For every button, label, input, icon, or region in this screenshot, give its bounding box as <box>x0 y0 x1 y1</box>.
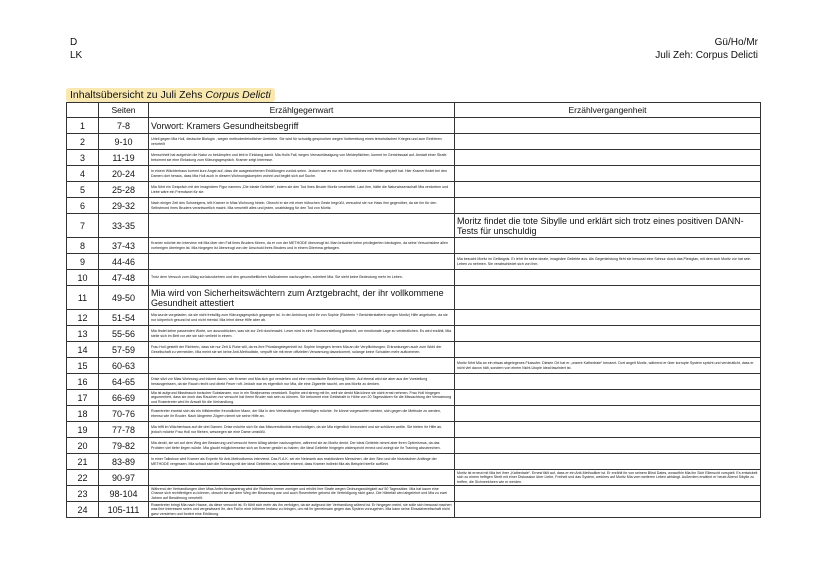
row-pages: 105-111 <box>99 502 149 518</box>
row-pages: 77-78 <box>99 422 149 438</box>
row-present: Mia führt ein Gespräch mit der imaginären Figur namens „Die ideale Geliebte“, indem sie den Tod ihres Bruder Moritz verarbeitet. Laut ihm, hätte die Naturwissenschaft Mia verdorben und Liebe wäre ein Fremdwort für sie. <box>149 182 455 198</box>
title-prefix: Inhaltsübersicht zu Juli Zehs <box>70 89 206 101</box>
row-number: 14 <box>67 342 99 358</box>
header-authors: Gü/Ho/Mr <box>714 37 758 48</box>
row-present: Während der Verhandlungen über Mias Anfechtungsantrag wird die Richterin immer zorniger und erhöht ihre Strafe wegen Ordnungswidrigkeit auf 50 Tagessätze. Mia hat kaum eine Chance sich rechtfertigen zu können, obwohl sie auf dem Weg der Besserung war und auch Rosentreter geloest die Verteidigung nicht ganz. Die Härtefall wird abgelehnt und Mia zu zwei Jahren auf Bewährung verurteilt. <box>149 486 455 502</box>
row-pages: 90-97 <box>99 470 149 486</box>
row-number: 8 <box>67 238 99 254</box>
row-pages: 20-24 <box>99 166 149 182</box>
row-present: Rosentreter erweist sich als ein hilfsbereiter freundlicher Mann, der Mia in den Verhandlungen verteidigen möchte. Ihr könne vorgeworfen werden, sich gegen die Methode zu werden, ebenso wie ihr Bruder. Nach längerem Zögern nimmt sie seine Hilfe an. <box>149 406 455 422</box>
row-past: Moritz ist erneut mit Mia bei ihrer „Kathedrale“. Ernest fällt auf, dass er ein Anti-Methodiker ist. Er erzählt ihr von seinem Blind Dates, woraufhin Mia ihn Sich Ellenucht vorspielt. Es entwickelt sich zu einem heftigen Streit mit einer Diskussion über Liebe, Freiheit und das System, welches auf Moritz Mia vom weiteren Leben abhängt. Außerdem erwähnt er heute Abend Sibylle zu treffen, die Sichneekheen wie er werden. <box>455 470 761 486</box>
row-past <box>455 270 761 286</box>
row-present <box>149 358 455 374</box>
row-past <box>455 374 761 390</box>
row-number: 23 <box>67 486 99 502</box>
row-number: 5 <box>67 182 99 198</box>
table-row <box>67 254 761 270</box>
row-present: Menschheit hat aufgehört die Natur zu bekämpfen und lebt in Einklang damit. Mia Holls Fall, wegen Vernachlässigung von Meldepflichten, kommt im Gerichtssaal auf. Anstatt einer Strafe bekommt sie eine Einladung zum Klärungsgespräch. Kramer zeigt Interesse. <box>149 150 455 166</box>
table-row <box>67 454 761 470</box>
row-number: 9 <box>67 254 99 270</box>
table-row <box>67 118 761 134</box>
row-pages: 51-54 <box>99 310 149 326</box>
header-book: Juli Zeh: Corpus Delicti <box>655 50 758 61</box>
table-row <box>67 182 761 198</box>
row-number: 4 <box>67 166 99 182</box>
header-pages: Seiten <box>99 103 149 118</box>
table-row <box>67 422 761 438</box>
row-pages: 29-32 <box>99 198 149 214</box>
row-pages: 64-65 <box>99 374 149 390</box>
table-row <box>67 134 761 150</box>
row-pages: 7-8 <box>99 118 149 134</box>
row-pages: 37-43 <box>99 238 149 254</box>
row-past <box>455 422 761 438</box>
row-past: Moritz führt Mia an ein etwas abgelegenes Flussufer. Diesen Ort hat er „unsere Kathedrale“ benannt. Dort angelt Moritz, während er über korrupte System spricht und verdeutlicht, dass er nicht viel davon hält, sondern von einem Nicht-Utopie ideal fasziniert ist. <box>455 358 761 374</box>
row-past <box>455 134 761 150</box>
table-row <box>67 214 761 238</box>
row-pages: 70-76 <box>99 406 149 422</box>
row-pages: 66-69 <box>99 390 149 406</box>
header-past: Erzählvergangenheit <box>455 103 761 118</box>
table-row <box>67 238 761 254</box>
row-past <box>455 166 761 182</box>
row-pages: 57-59 <box>99 342 149 358</box>
row-number: 21 <box>67 454 99 470</box>
row-present: Urteil gegen Mia Holl, deutsche Biologin , wegen methodenfeindlicher Umtriebe. Sie wird für schuldig gesprochen wegen Vorbereitung eines terroristischen Krieges und zum Einfrieren verurteilt <box>149 134 455 150</box>
row-pages: 49-50 <box>99 286 149 310</box>
row-pages: 55-56 <box>99 326 149 342</box>
row-number: 13 <box>67 326 99 342</box>
table-row <box>67 150 761 166</box>
row-number: 24 <box>67 502 99 518</box>
row-present: Mia findet keine passenden Worte, um auszudrücken, was sie zur Zeit durchmacht. Leser wird in eine Traumvorstellung gebracht, um emotionale Lage zu verdeutlichen. Es wird erzählt, Mia stelle sich im Bett vor wie sie sich verliebt in einem. <box>149 326 455 342</box>
table-row <box>67 470 761 486</box>
table-row <box>67 198 761 214</box>
table-row <box>67 502 761 518</box>
row-number: 2 <box>67 134 99 150</box>
row-present: Mia trifft im Wächterhaus auf die drei Damen. Drise möchte sich für das Missverständnis entschuldigen, da sie Mia eigentlich bewundert und sie schützen wollte. Sie bieten ihr Hilfe an, jedoch möchte Frau Holl nur fliehen, weswegen sie eine Dame umstößt. <box>149 422 455 438</box>
row-present: Mia wird von Sicherheitswächtern zum Arztgebracht, der ihr vollkommene Gesundheit attestiert <box>149 286 455 310</box>
row-number: 16 <box>67 374 99 390</box>
table-row <box>67 358 761 374</box>
table-row <box>67 270 761 286</box>
row-past: Moritz findet die tote Sibylle und erklärt sich trotz eines positiven DANN-Tests für unschuldig <box>455 214 761 238</box>
row-pages: 33-35 <box>99 214 149 238</box>
row-past <box>455 198 761 214</box>
row-pages: 83-89 <box>99 454 149 470</box>
row-past <box>455 326 761 342</box>
row-present <box>149 470 455 486</box>
row-past <box>455 406 761 422</box>
row-number: 1 <box>67 118 99 134</box>
header-left <box>70 36 82 62</box>
page-title <box>66 88 275 102</box>
table-header-row <box>67 103 761 118</box>
table-row <box>67 326 761 342</box>
row-pages: 98-104 <box>99 486 149 502</box>
table-row <box>67 286 761 310</box>
row-past <box>455 310 761 326</box>
row-past <box>455 502 761 518</box>
row-present: Nach einiger Zeit des Schweigens, tritt Kramer in Mias Wohnung hinein. Obwohl er sie mit einer hübschen Geste begrüßt, versuchst sie nur Hass ihm gegenüber, da sie ihn für den Selbstmord ihres Bruders verantwortlich macht. Mia verurteilt alles und jeden, unabhängig für den Tod von Moritz. <box>149 198 455 214</box>
table-body <box>67 118 761 518</box>
header-right <box>655 36 758 62</box>
row-number: 6 <box>67 198 99 214</box>
row-present: Mia wurde vorgeladen, da sie nicht freiwillig zum Klärungsgespräch gegangen ist. In der Anhörung wird ihr von Sophie (Richterin + Berichterstatterin wegen Moritz) Hilfe angeboten, da sie nur körperlich gesund ist und nicht mental. Mia lehnt diese Hilfe aber ab. <box>149 310 455 326</box>
row-past <box>455 182 761 198</box>
title-book: Corpus Delicti <box>205 89 271 101</box>
row-present: Rosentreter bringt Mia nach Hause, da diese versucht ist. Er fühlt sich mehr als ihn verfolgen, da sie aufgrund der Verhandlung wütend ist. Er hingegen meint, sie solle sich bewusst machen was ihre Interessen seien und vergewissert ihr, den Fall in eine höheren Instanz zu bringen, um mit ihr gemeinsam gegen das System vorzugehen. Mia kann seine Einsatzbereitschaft nicht ganz verstehen und fordert eine Erklärung. <box>149 502 455 518</box>
summary-table <box>66 102 761 518</box>
row-present <box>149 254 455 270</box>
row-past <box>455 486 761 502</box>
row-number: 17 <box>67 390 99 406</box>
row-present: Drise sitzt vor Mias Wohnung und träumt davon, wie Kramer und Mia sich gut verstehen und eine romantische Beziehung führen. Auf einmal wird sie aber aus der Vorstellung herausgerissen, da sie Rauch riecht und direkt Feuer ruft. Jedoch war es eigentlich nur Mia, die eine Zigarette raucht, um ans Moritz zu denken. <box>149 374 455 390</box>
row-past <box>455 454 761 470</box>
row-past: Mia besucht Moritz im Gefängnis. Er lehrt ihr seine ideale, imaginäre Geliebte aus. Als Gegenleistung fleht sie bewusst eine Schnur durch das Plexiglas, mit dem sich Moritz vor hat sein Leben zu nehmen. Sie verabschiedet sich von ihm. <box>455 254 761 270</box>
row-present: Mia denkt, sie sei auf dem Weg der Besserung und versucht ihrem Alltag wieder nachzugehen, während sie an Moritz denkt. Der ideal Geliebte nimmt aber ihren Optimismus, da das Problem viel tiefer liegen würde. Mia glaubt möglicherweise sich an Kramer gestört zu haben; die ideal Geliebte hingegen widerspricht erneut und zwingt sie ihr Training abzubrechen. <box>149 438 455 454</box>
row-number: 3 <box>67 150 99 166</box>
row-present: Vorwort: Kramers Gesundheitsbegriff <box>149 118 455 134</box>
row-number: 20 <box>67 438 99 454</box>
header-course: LK <box>70 50 83 61</box>
row-past <box>455 342 761 358</box>
row-present <box>149 214 455 238</box>
row-pages: 47-48 <box>99 270 149 286</box>
row-number: 10 <box>67 270 99 286</box>
row-number: 11 <box>67 286 99 310</box>
row-present: Trotz dem Versuch zum Alltag zurückzukehren und den gesundheitlichen Maßnahmen nachzugehen, scheitert Mia. Sie sieht keine Bedeutung mehr im Leben. <box>149 270 455 286</box>
row-present: Mia ist aufgrund Missbrauch toxischer Substanzen, nun in ein Strafprozess verwickelt. Sophie wird streng mit ihr, weil sie denkt Mia könne sie nicht ernst nehmen. Frau Holl hingegen argumentiert, dass sie doch das Rauchen nur versucht hat ihrem Bruder nah sein zu können. Sie bekommt eine Geldstrafe in Höhe von 20 Tagessätzen für die Missachtung der Verwarnung und Rosentreter wird ihr Anwalt für die Verhandlung. <box>149 390 455 406</box>
table-row <box>67 438 761 454</box>
row-past <box>455 118 761 134</box>
row-past <box>455 438 761 454</box>
header-number <box>67 103 99 118</box>
table-row <box>67 342 761 358</box>
row-past <box>455 238 761 254</box>
table-row <box>67 374 761 390</box>
row-number: 18 <box>67 406 99 422</box>
row-number: 7 <box>67 214 99 238</box>
row-pages: 25-28 <box>99 182 149 198</box>
row-number: 19 <box>67 422 99 438</box>
header-present: Erzählgegenwart <box>149 103 455 118</box>
row-present: In einer Talkshow wird Kramer als Experte für Anti-Methodismus interviewt. Das R.A.K. sei ein Netzwerk aus reaktionären Menschen, die den Sinn und die historischen Anfänge der METHODE vergessen. Mia schaut sich die Sendung mit der ideal Geliebten an, welche erkennt, dass Kramer indirekt Mia als Beispiel hierfür aufführt. <box>149 454 455 470</box>
header-subject: D <box>70 37 78 48</box>
row-pages: 79-82 <box>99 438 149 454</box>
table-row <box>67 166 761 182</box>
row-number: 22 <box>67 470 99 486</box>
table-row <box>67 390 761 406</box>
table-row <box>67 486 761 502</box>
row-present: In einem Wächterhaus kommt kurz Angst auf, dass die ausgestorbenen Erkältungen zurück seien. Jedoch war es nur ein Kind, welches mit Pfeffer gespielt hat. Hier Kramer findet bei den Damen dort heraus, dass Mia Holl auch in diesem Wohnungskomplex wohnt und begibt sich auf Suche. <box>149 166 455 182</box>
row-past <box>455 390 761 406</box>
row-pages: 9-10 <box>99 134 149 150</box>
row-past <box>455 150 761 166</box>
row-pages: 60-63 <box>99 358 149 374</box>
table-row <box>67 310 761 326</box>
row-pages: 44-46 <box>99 254 149 270</box>
row-present: Kramer möchte ein Interview mit Mia über den Fall ihres Bruders führen, da er von der METHODE überzeugt ist. Man bräuchte keine privilegierten Ideologien, da seine Versuchsidee allen vorherigen überlegen ist. Mia hingegen ist überzeugt von der Unschuld ihres Bruders und in einem Dilemma gefangen. <box>149 238 455 254</box>
row-number: 12 <box>67 310 99 326</box>
row-pages: 11-19 <box>99 150 149 166</box>
row-present: Frau Holl gestellt der Richterin, dass sie nur Zeit & Ruhe will, da es ihre Privatangelegenheit ist. Sophie hingegen lernen Mia an die Verpflichtungen, Erkrankungen auch zum Wohl der Gesellschaft zu vermeiden. Mia meint sie sei keine Anti-Methodistin, verpufft sie mit einer offiziellen Verwarnung davonkommt, solange keine Schulden mehr aufkommen. <box>149 342 455 358</box>
row-past <box>455 286 761 310</box>
table-row <box>67 406 761 422</box>
row-number: 15 <box>67 358 99 374</box>
